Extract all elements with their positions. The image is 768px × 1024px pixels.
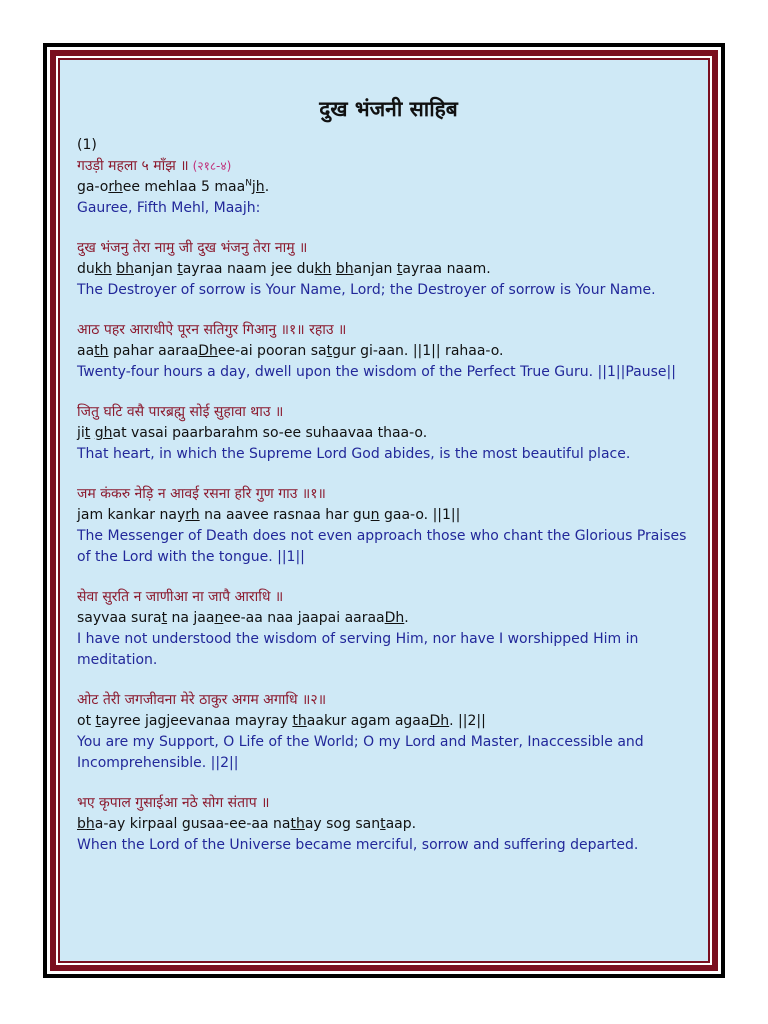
verse-gurmukhi: ओट तेरी जगजीवना मेरे ठाकुर अगम अगाधि ॥२॥ [77, 692, 327, 708]
translit-underlined: t [84, 425, 91, 441]
translit-part: a-ay kirpaal gusaa-ee-aa na [94, 816, 291, 832]
translit-part: ayraa naam. [402, 261, 491, 277]
translit-part: ay sog san [304, 816, 381, 832]
verse-transliteration [77, 423, 700, 444]
translit-part: anjan [353, 261, 397, 277]
verse-transliteration [77, 259, 700, 280]
heading-transliteration [77, 177, 700, 198]
translit-underlined: Dh [384, 610, 405, 626]
verse-block [77, 484, 700, 568]
page-panel [58, 58, 710, 963]
verse-transliteration [77, 711, 700, 732]
translit-part: . [264, 179, 270, 195]
translit-part: aap. [385, 816, 417, 832]
translit-underlined: bh [335, 261, 354, 277]
translit-underlined: gh [94, 425, 113, 441]
translit-part: ji [77, 425, 85, 441]
section-number: (1) [77, 137, 97, 153]
translit-part: at vasai paarbarahm so-ee suhaavaa thaa-o. [112, 425, 428, 441]
verse-translation: The Messenger of Death does not even approach those who chant the Glorious Praises of the Lord with the tongue. ||1|| [77, 528, 687, 565]
translit-underlined: th [292, 713, 307, 729]
translit-underlined: n [214, 610, 224, 626]
verse-transliteration [77, 505, 700, 526]
translit-part: jam kankar nay [77, 507, 186, 523]
translit-underlined: bh [116, 261, 134, 277]
verse-gurmukhi: जम कंकरु नेड़ि न आवई रसना हरि गुण गाउ ॥१॥ [77, 486, 326, 502]
translit-part: ayree jagjeevanaa mayray [101, 713, 293, 729]
verse-gurmukhi: आठ पहर आराधीऐ पूरन सतिगुर गिआनु ॥१॥ रहाउ ॥ [77, 322, 347, 338]
translit-part: pahar aaraa [108, 343, 199, 359]
translit-part: . ||2|| [449, 713, 486, 729]
page-title: दुख भंजनी साहिब [319, 97, 458, 121]
verse-transliteration [77, 341, 700, 362]
translit-underlined: n [370, 507, 380, 523]
verse-translation: The Destroyer of sorrow is Your Name, Lord; the Destroyer of sorrow is Your Name. [77, 282, 656, 298]
verse-translation: Twenty-four hours a day, dwell upon the wisdom of the Perfect True Guru. ||1||Pause|| [77, 364, 676, 380]
verse-block [77, 238, 700, 301]
heading-block [77, 156, 700, 219]
translit-part: ee mehlaa 5 maa [122, 179, 246, 195]
translit-underlined: t [396, 261, 403, 277]
translit-underlined: Dh [429, 713, 450, 729]
translit-part: anjan [133, 261, 178, 277]
verse-translation: I have not understood the wisdom of serving Him, nor have I worshipped Him in meditation. [77, 631, 639, 668]
verse-translation: You are my Support, O Life of the World; O my Lord and Master, Inaccessible and Incomprehensible. ||2|| [77, 734, 644, 771]
translit-part: gaa-o. ||1|| [379, 507, 461, 523]
translit-part: aa [77, 343, 95, 359]
verse-list [77, 238, 700, 856]
verse-gurmukhi: जितु घटि वसै पारब्रह्मु सोई सुहावा थाउ ॥ [77, 404, 284, 420]
verse-transliteration [77, 814, 700, 835]
verse-gurmukhi: दुख भंजनु तेरा नामु जी दुख भंजनु तेरा नामु ॥ [77, 240, 308, 256]
heading-gurmukhi-text: गउड़ी महला ५ माँझ ॥ [77, 158, 189, 174]
translit-part: na aavee rasnaa har gu [199, 507, 371, 523]
verse-block [77, 690, 700, 774]
verse-block [77, 587, 700, 671]
translit-underlined: th [94, 343, 109, 359]
verse-transliteration [77, 608, 700, 629]
translit-part: sayvaa sura [77, 610, 162, 626]
translit-underlined: kh [314, 261, 332, 277]
translit-underlined: bh [77, 816, 95, 832]
translit-part: du [77, 261, 95, 277]
translit-underlined: t [161, 610, 168, 626]
translit-underlined: Dh [198, 343, 218, 359]
translit-underlined: th [290, 816, 305, 832]
translit-part: ee-ai pooran sa [217, 343, 327, 359]
verse-block [77, 793, 700, 856]
verse-gurmukhi: सेवा सुरति न जाणीआ ना जापै आराधि ॥ [77, 589, 284, 605]
translit-part: na jaa [167, 610, 215, 626]
translit-part: ayraa naam jee du [182, 261, 315, 277]
translit-part: aakur agam agaa [306, 713, 430, 729]
verse-block [77, 320, 700, 383]
page-border [50, 50, 718, 971]
translit-underlined: t [326, 343, 333, 359]
verse-gurmukhi: भए कृपाल गुसाईआ नठे सोग संताप ॥ [77, 795, 270, 811]
page-reference: (२१८-४) [192, 159, 232, 173]
document-content [77, 95, 700, 961]
translit-underlined: kh [94, 261, 112, 277]
translit-underlined: jh [251, 179, 265, 195]
translit-part: ee-aa naa jaapai aaraa [223, 610, 385, 626]
verse-translation: When the Lord of the Universe became merciful, sorrow and suffering departed. [77, 837, 639, 853]
translit-part: gur gi-aan. ||1|| rahaa-o. [332, 343, 504, 359]
translit-superscript: N [245, 178, 252, 189]
translit-underlined: rh [108, 179, 123, 195]
heading-translation: Gauree, Fifth Mehl, Maajh: [77, 200, 261, 216]
page-frame [43, 43, 725, 978]
heading-gurmukhi [77, 156, 700, 177]
verse-block [77, 402, 700, 465]
translit-underlined: t [380, 816, 386, 832]
translit-underlined: rh [185, 507, 200, 523]
translit-part: ot [77, 713, 96, 729]
translit-underlined: t [177, 261, 183, 277]
translit-part: ga-o [77, 179, 109, 195]
translit-underlined: t [95, 713, 102, 729]
verse-translation: That heart, in which the Supreme Lord God abides, is the most beautiful place. [77, 446, 631, 462]
translit-part: . [404, 610, 409, 626]
